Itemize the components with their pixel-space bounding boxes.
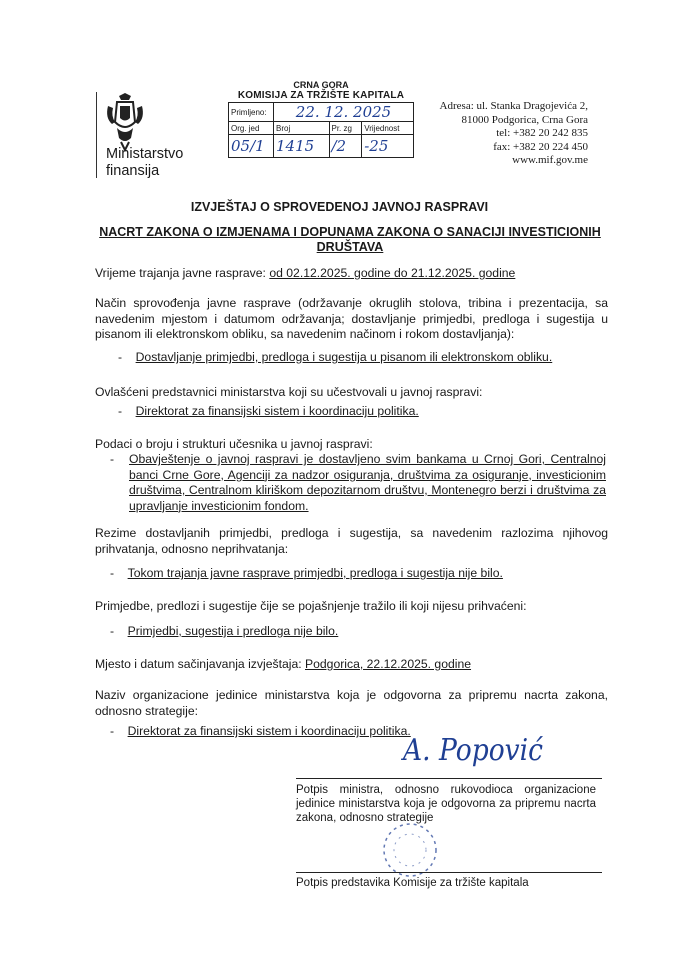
bullet-dash: - — [118, 350, 136, 364]
unit-value: Direktorat za finansijski sistem i koordinaciju politika. — [127, 724, 411, 738]
ministry-name — [106, 146, 183, 180]
stamp-received-date: 22. 12. 2025 — [274, 103, 414, 122]
official-seal-icon — [380, 820, 440, 880]
commission-caption: Potpis predstavika Komisije za tržište kapitala — [296, 877, 529, 889]
address-web[interactable]: www.mif.gov.me — [512, 154, 588, 166]
method-value: Dostavljanje primjedbi, predloga i sugestija u pisanom ili elektronskom obliku. — [135, 350, 553, 364]
participants-value: Obavještenje o javnoj raspravi je dostavljeno svim bankama u Crnoj Gori, Centralnoj banci Crne Gore, Agenciji za nadzor osiguranja, društvima za osiguranje, investicionim društvima, Centralnom kliriškom depozitarnom društvu, Montenegro berzi i društvima za upravljanje investicionim fondom. — [129, 452, 606, 513]
address-tel: tel: +382 20 242 835 — [496, 127, 588, 139]
participants-label: Podaci o broju i strukturi učesnika u javnoj raspravi: — [95, 437, 373, 451]
reps-label: Ovlašćeni predstavnici ministarstva koji su učestvovali u javnoj raspravi: — [95, 385, 483, 399]
reps-value: Direktorat za finansijski sistem i koordinaciju politika. — [135, 404, 419, 418]
method-label: Način sprovođenja javne rasprave (održavanje okruglih stolova, tribina i prezentacija, sa navedenim mjestom i datumom održavanja; dostavljanje primjedbi, predloga i sugestija u pisanom ili elektronskom obliku, sa navedenim načinom i rokom dostavljanja): — [95, 296, 608, 341]
rejected-item — [110, 624, 610, 640]
address-fax: fax: +382 20 224 450 — [493, 140, 588, 153]
stamp-col-value-broj: 1415 — [274, 135, 330, 158]
report-subtitle: NACRT ZAKONA O IZMJENAMA I DOPUNAMA ZAKONA O SANACIJI INVESTICIONIH DRUŠTAVA — [99, 225, 601, 254]
duration-label: Vrijeme trajanja javne rasprave: — [95, 266, 266, 280]
stamp-col-value-org: 05/1 — [229, 135, 274, 158]
report-title: IZVJEŠTAJ O SPROVEDENOJ JAVNOJ RASPRAVI — [190, 200, 489, 214]
method-item — [118, 350, 618, 366]
bullet-dash: - — [110, 452, 115, 466]
bullet-dash: - — [118, 404, 136, 418]
stamp-col-value-przg: /2 — [329, 135, 362, 158]
bullet-dash: - — [110, 724, 128, 738]
stamp-col-label-org: Org. jed — [229, 122, 274, 135]
ministry-name-line1: Ministarstvo — [106, 146, 184, 162]
bullet-dash: - — [110, 624, 128, 638]
registry-stamp — [228, 80, 414, 158]
duration-value: od 02.12.2025. godine do 21.12.2025. godine — [269, 266, 516, 280]
stamp-col-label-value: Vrijednost — [362, 122, 414, 135]
header-divider — [96, 92, 97, 178]
stamp-received-label: Primljeno: — [229, 103, 274, 122]
commission-signature-line — [296, 872, 602, 873]
minister-caption: Potpis ministra, odnosno rukovodioca organizacione jedinice ministarstva koja je odgovorna za pripremu nacrta zakona, odnosno strategije — [296, 784, 596, 824]
stamp-commission: KOMISIJA ZA TRŽIŠTE KAPITALA — [237, 90, 405, 101]
address-city: 81000 Podgorica, Crna Gora — [461, 113, 588, 126]
summary-item — [110, 566, 610, 582]
place-value: Podgorica, 22.12.2025. godine — [305, 657, 472, 671]
handwritten-signature — [397, 720, 557, 776]
duration-row — [95, 266, 615, 282]
stamp-col-label-broj: Broj — [274, 122, 330, 135]
stamp-table — [228, 102, 414, 158]
summary-value: Tokom trajanja javne rasprave primjedbi, predloga i sugestija nije bilo. — [127, 566, 503, 580]
reps-item — [118, 404, 618, 420]
rejected-label: Primjedbe, predlozi i sugestije čije se pojašnjenje tražilo ili koji nijesu prihvaćeni: — [95, 599, 527, 613]
minister-signature-line — [296, 778, 602, 779]
ministry-address — [436, 100, 588, 168]
rejected-value: Primjedbi, sugestija i predloga nije bilo. — [127, 624, 339, 638]
summary-label: Rezime dostavljanih primjedbi, predloga i sugestija, sa navedenim razlozima njihovog prihvatanja, odnosno neprihvatanja: — [95, 526, 608, 556]
place-label: Mjesto i datum sačinjavanja izvještaja: — [95, 657, 302, 671]
stamp-country: CRNA GORA — [293, 80, 349, 90]
address-street: Adresa: ul. Stanka Dragojevića 2, — [439, 100, 588, 112]
unit-label: Naziv organizacione jedinice ministarstva koja je odgovorna za pripremu nacrta zakona, odnosno strategije: — [95, 688, 608, 718]
stamp-col-value-value: -25 — [362, 135, 414, 158]
ministry-name-line2: finansija — [106, 163, 160, 179]
place-row — [95, 657, 615, 673]
coat-of-arms-icon — [103, 92, 147, 152]
signature-text: A. Popović — [400, 733, 544, 768]
stamp-col-label-przg: Pr. zg — [329, 122, 362, 135]
bullet-dash: - — [110, 566, 128, 580]
